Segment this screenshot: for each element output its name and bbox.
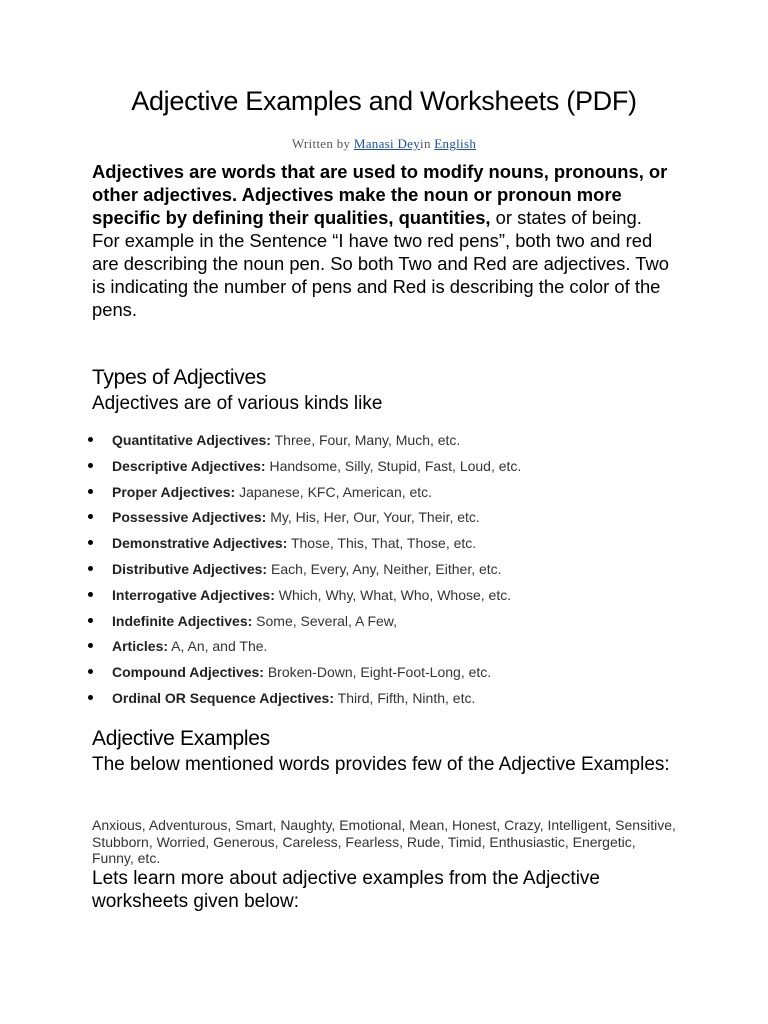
list-item (92, 509, 676, 535)
author-link[interactable]: Manasi Dey (353, 136, 421, 151)
list-item (92, 432, 676, 458)
type-term: Articles: (112, 638, 169, 655)
list-item (92, 484, 676, 510)
type-examples: Broken-Down, Eight-Foot-Long, etc. (263, 664, 492, 681)
list-item (92, 535, 676, 561)
list-item (92, 613, 676, 639)
closing-text: Lets learn more about adjective examples from the Adjective worksheets given below: (92, 868, 600, 912)
bullet-icon (88, 618, 93, 623)
examples-heading: Adjective Examples (92, 727, 270, 750)
examples-word-list: Anxious, Adventurous, Smart, Naughty, Emotional, Mean, Honest, Crazy, Intelligent, Sensitive, Stubborn, Worried, Generous, Careless, Fearless, Rude, Timid, Enthusiastic, Energetic, Funny, etc. (92, 817, 676, 866)
type-examples: My, His, Her, Our, Your, Their, etc. (266, 509, 480, 526)
bullet-icon (88, 669, 93, 674)
type-term: Quantitative Adjectives: (112, 432, 271, 448)
intro-bold-text: Adjectives are words that are used to modify nouns, pronouns, or other adjectives. Adjectives make the noun or pronoun more specific by defining their qualities, quantities, (92, 161, 668, 228)
bullet-icon (88, 437, 93, 442)
type-examples: A, An, and The. (168, 638, 268, 655)
type-examples: Third, Fifth, Ninth, etc. (334, 689, 476, 706)
type-term: Distributive Adjectives: (112, 560, 268, 577)
type-term: Possessive Adjectives: (112, 509, 267, 526)
type-term: Descriptive Adjectives: (112, 457, 266, 474)
bullet-icon (88, 463, 93, 468)
type-examples: Japanese, KFC, American, etc. (235, 483, 433, 500)
intro-example-text: For example in the Sentence “I have two red pens”, both two and red are describing the noun pen. So both Two and Red are adjectives. Two is indicating the number of pens and Red is describing the color of the pens. (92, 230, 669, 320)
bullet-icon (88, 489, 93, 494)
list-item (92, 587, 676, 613)
list-item (92, 664, 676, 690)
type-term: Indefinite Adjectives: (112, 612, 253, 629)
type-examples: Each, Every, Any, Neither, Either, etc. (267, 560, 502, 577)
type-examples: Handsome, Silly, Stupid, Fast, Loud, etc. (265, 457, 522, 474)
type-examples: Some, Several, A Few, (252, 612, 398, 629)
byline-in: in (420, 136, 435, 151)
list-item (92, 638, 676, 664)
bullet-icon (88, 643, 93, 648)
type-term: Demonstrative Adjectives: (112, 535, 288, 552)
byline-written-by: Written by (291, 136, 354, 151)
bullet-icon (88, 695, 93, 700)
page-title: Adjective Examples and Worksheets (PDF) (131, 86, 637, 116)
type-examples: Those, This, That, Those, etc. (287, 535, 477, 552)
bullet-icon (88, 566, 93, 571)
type-term: Ordinal OR Sequence Adjectives: (112, 689, 334, 706)
type-term: Proper Adjectives: (112, 483, 236, 500)
list-item (92, 561, 676, 587)
list-item (92, 690, 676, 716)
list-item (92, 458, 676, 484)
byline (92, 136, 676, 152)
types-subtext: Adjectives are of various kinds like (92, 393, 383, 414)
examples-subtext: The below mentioned words provides few of the Adjective Examples: (92, 754, 670, 775)
type-examples: Which, Why, What, Who, Whose, etc. (274, 586, 512, 603)
type-term: Interrogative Adjectives: (112, 586, 275, 603)
type-term: Compound Adjectives: (112, 664, 264, 681)
adjective-types-list (92, 432, 676, 716)
bullet-icon (88, 540, 93, 545)
type-examples: Three, Four, Many, Much, etc. (270, 432, 461, 448)
bullet-icon (88, 592, 93, 597)
types-heading: Types of Adjectives (92, 366, 267, 389)
intro-paragraph (92, 160, 676, 321)
category-link[interactable]: English (434, 136, 477, 151)
intro-plain-text: or states of being. (490, 207, 642, 228)
bullet-icon (88, 514, 93, 519)
